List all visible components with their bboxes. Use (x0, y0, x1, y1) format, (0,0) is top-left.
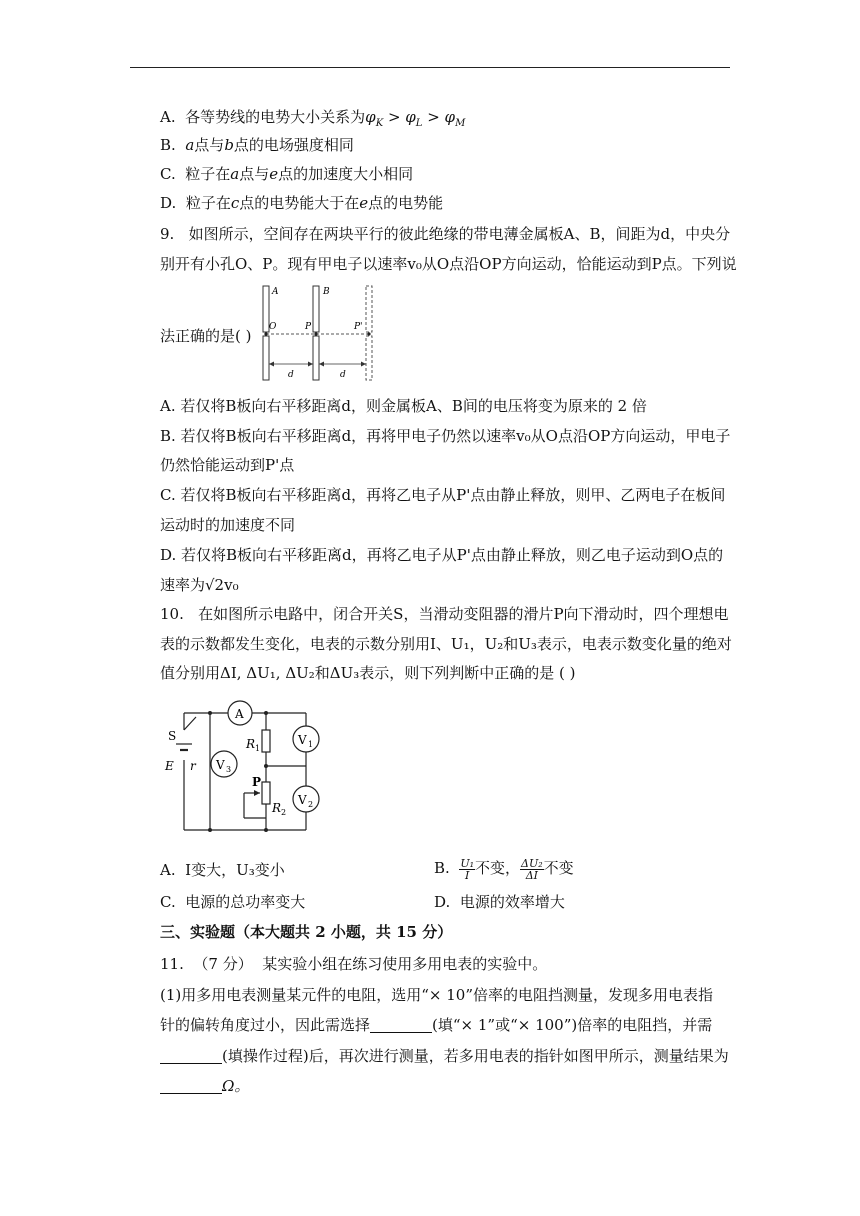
section-3-title: 三、实验题（本大题共 2 小题，共 15 分） (160, 923, 453, 941)
slider-p-label: P (252, 775, 262, 789)
q11-intro: 11. （7 分） 某实验小组在练习使用多用电表的实验中。 (160, 955, 548, 973)
r1-label: R (246, 737, 256, 751)
answer-blank-2[interactable] (160, 1047, 222, 1064)
q8-option-d: D. 粒子在c点的电势能大于在e点的电势能 (160, 194, 444, 212)
distance-d1-label: d (288, 370, 294, 380)
q10-option-b: B. $\frac{\text{U₁}}{I}$ 不变， $\frac{\text{ΔU₂}}{\Delta I}$ 不变 (434, 856, 574, 882)
answer-blank-3[interactable] (160, 1077, 222, 1094)
q11-part1-line2: 针的偏转角度过小，因此需选择 (填“× 1”或“× 100”)倍率的电阻挡，并需 (160, 1016, 713, 1034)
q9-option-d-line2: 速率为√2v₀ (160, 576, 239, 594)
plate-b-label: B (323, 287, 330, 297)
q10-option-c: C. 电源的总功率变大 (160, 893, 306, 911)
q9-option-c-line1: C. 若仅将B板向右平移距离d，再将乙电子从P'点由静止释放，则甲、乙两电子在板间 (160, 486, 726, 504)
voltmeter-v3-sub: 3 (226, 765, 232, 774)
fraction-u1-over-i: $\frac{\text{U₁}}{I}$ (460, 856, 475, 882)
q9-option-c-line2: 运动时的加速度不同 (160, 516, 296, 534)
r2-label: R (272, 801, 282, 815)
q10-circuit-figure (160, 700, 335, 836)
fraction-du2-over-di: $\frac{\text{ΔU₂}}{\Delta I}$ (521, 856, 543, 882)
q9-stem-line1: 9. 如图所示，空间存在两块平行的彼此绝缘的带电薄金属板A、B，间距为d，中央分 (160, 225, 731, 243)
voltmeter-v2-sub: 2 (308, 800, 314, 809)
q9-option-a: A. 若仅将B板向右平移距离d，则金属板A、B间的电压将变为原来的 2 倍 (160, 397, 647, 415)
voltmeter-v1-label: V (298, 733, 307, 747)
q9-option-b-line1: B. 若仅将B板向右平移距离d，再将甲电子仍然以速率v₀从O点沿OP方向运动，甲电子 (160, 427, 731, 445)
q8-option-c: C. 粒子在a点与e点的加速度大小相同 (160, 165, 414, 183)
switch-label: S (168, 729, 177, 743)
q10-stem-line2: 表的示数都发生变化，电表的示数分别用I、U₁，U₂和U₃表示，电表示数变化量的绝对 (160, 635, 732, 653)
point-o-label: O (269, 322, 277, 332)
q8-option-a: A. 各等势线的电势大小关系为$\varphi_K > \varphi_L > \varphi_M$ (160, 108, 466, 129)
q11-part1-line3: (填操作过程)后，再次进行测量，若多用电表的指针如图甲所示，测量结果为 (160, 1046, 729, 1066)
plate-a-label: A (272, 287, 279, 297)
q10-option-a: A. I变大，U₃变小 (160, 861, 285, 879)
q11-part1-line4: Ω。 (160, 1076, 249, 1096)
r1-sub: 1 (255, 744, 261, 753)
header-rule (130, 67, 730, 68)
q10-option-d: D. 电源的效率增大 (434, 893, 565, 911)
voltmeter-v3-label: V (216, 758, 225, 772)
distance-d2-label: d (340, 370, 346, 380)
r2-sub: 2 (281, 808, 287, 817)
q9-stem-line3: 法正确的是( ) (160, 327, 252, 345)
q10-stem-line3: 值分别用ΔI, ΔU₁, ΔU₂和ΔU₃表示，则下列判断中正确的是 ( ) (160, 664, 576, 682)
point-p-label: P (305, 322, 312, 332)
answer-blank-1[interactable] (370, 1016, 432, 1033)
ammeter-label: A (235, 707, 244, 721)
voltmeter-v1-sub: 1 (308, 740, 314, 749)
emf-label: E (165, 759, 174, 773)
q8-option-b: B. a点与b点的电场强度相同 (160, 136, 354, 154)
q9-stem-line2: 别开有小孔O、P。现有甲电子以速率v₀从O点沿OP方向运动，恰能运动到P点。下列说 (160, 255, 737, 273)
q9-option-b-line2: 仍然恰能运动到P'点 (160, 456, 295, 474)
q9-plates-figure (255, 282, 380, 385)
voltmeter-v2-label: V (298, 793, 307, 807)
q10-stem-line1: 10. 在如图所示电路中，闭合开关S，当滑动变阻器的滑片P向下滑动时，四个理想电 (160, 605, 729, 623)
q11-part1-line1: (1)用多用电表测量某元件的电阻，选用“× 10”倍率的电阻挡测量，发现多用电表指 (160, 986, 714, 1004)
internal-resistance-label: r (190, 759, 196, 773)
q9-option-d-line1: D. 若仅将B板向右平移距离d，再将乙电子从P'点由静止释放，则乙电子运动到O点的 (160, 546, 724, 564)
point-p-prime-label: P' (354, 322, 363, 332)
